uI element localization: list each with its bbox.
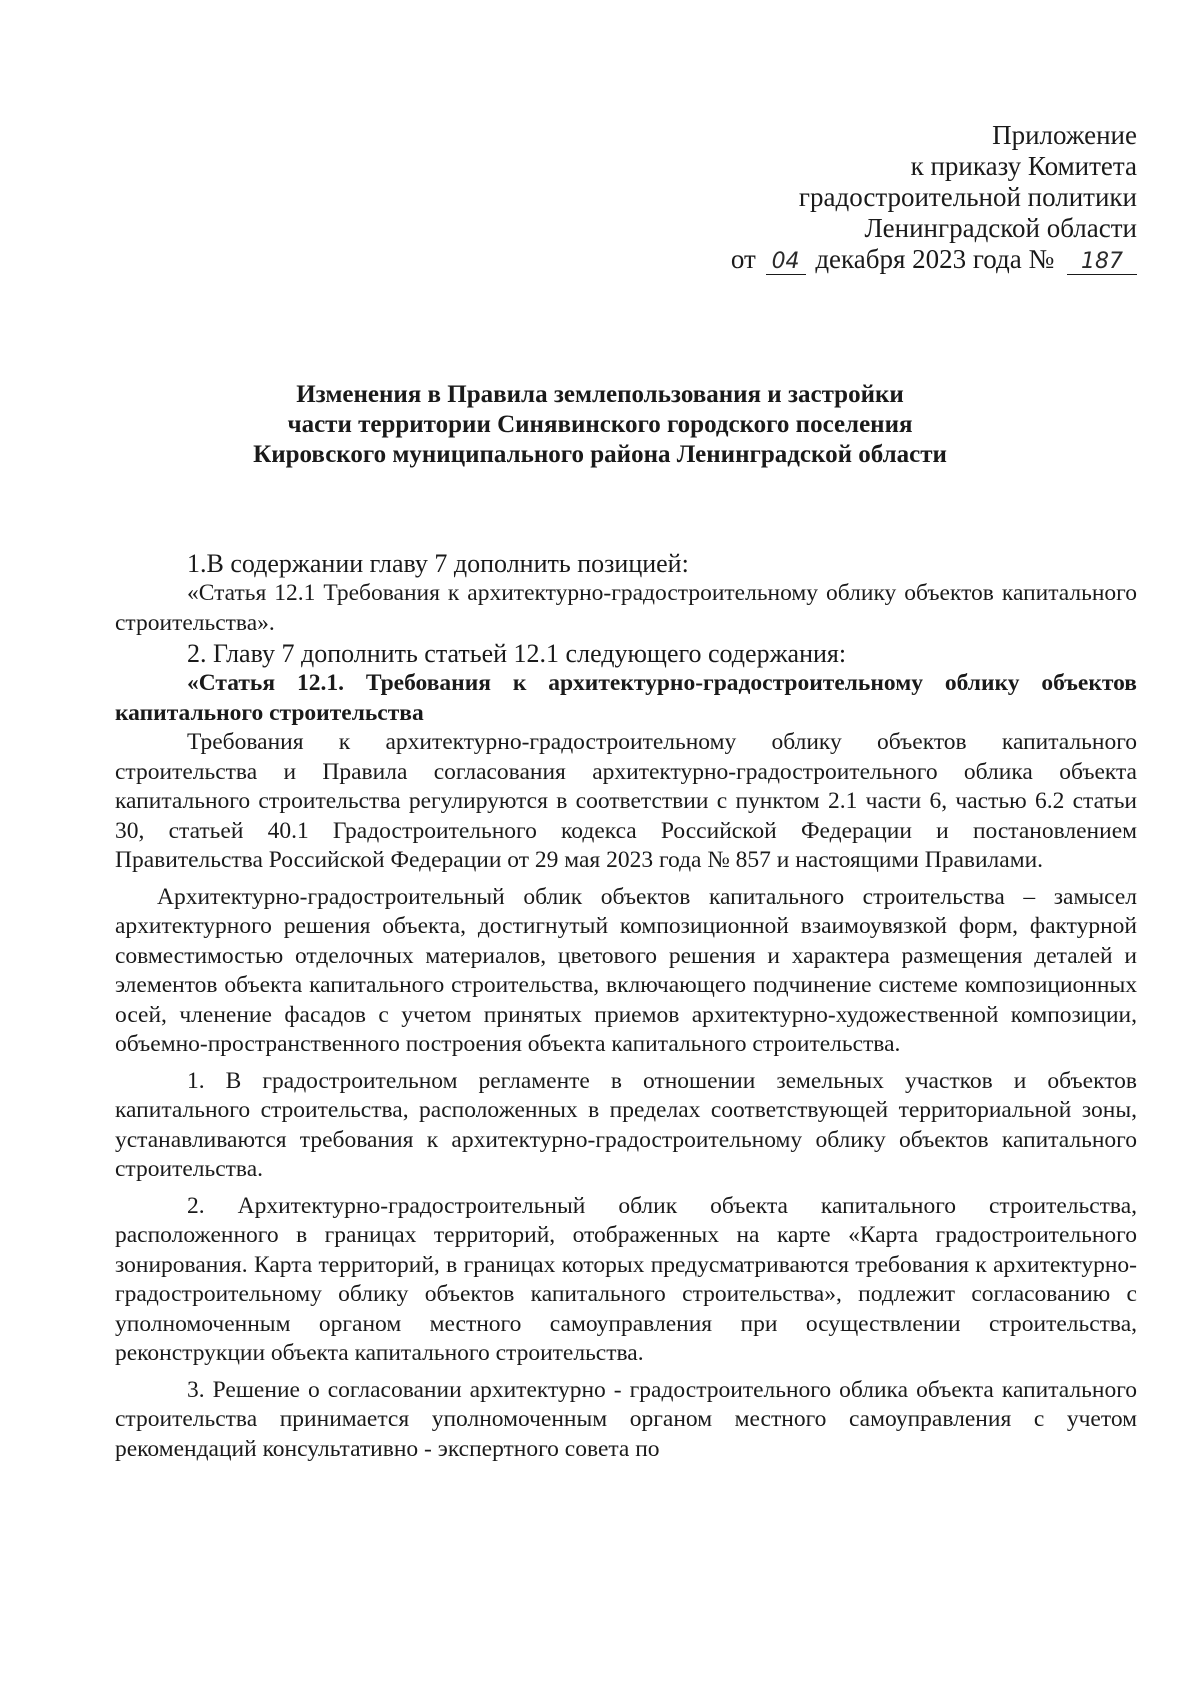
document-body	[115, 548, 1137, 1464]
title-line-3: Кировского муниципального района Ленинградской области	[253, 441, 947, 468]
appendix-order-ref: к приказу Комитета	[910, 151, 1137, 181]
paragraph-2: «Статья 12.1 Требования к архитектурно-градостроительному облику объектов капитального строительства».	[115, 580, 1137, 636]
handwritten-day: 04	[766, 250, 806, 275]
appendix-title: Приложение	[992, 120, 1137, 150]
paragraph-8: 2. Архитектурно-градостроительный облик объекта капитального строительства, расположенного в границах территорий, отображенных на карте «Карта градостроительного зонирования. Карта территорий, в границах которых предусматриваются требования к архитектурно-градостроительному облику объектов капитального строительства», подлежит согласованию с уполномоченным органом местного самоуправления при осуществлении строительства, реконструкции объекта капитального строительства.	[115, 1192, 1137, 1366]
paragraph-3: 2. Главу 7 дополнить статьей 12.1 следующего содержания:	[187, 639, 847, 668]
date-middle: декабря 2023 года №	[815, 244, 1055, 274]
paragraph-7: 1. В градостроительном регламенте в отношении земельных участков и объектов капитального строительства, расположенных в пределах соответствующей территориальной зоны, устанавливаются требования к архитектурно-градостроительному облику объектов капитального строительства.	[115, 1067, 1137, 1182]
article-heading: «Статья 12.1. Требования к архитектурно-градостроительному облику объектов капитального строительства	[115, 670, 1137, 726]
document-title	[0, 380, 1200, 470]
paragraph-9: 3. Решение о согласовании архитектурно - градостроительного облика объекта капитального строительства принимается уполномоченным органом местного самоуправления с учетом рекомендаций консультативно - экспертного совета по	[115, 1376, 1137, 1462]
appendix-header	[731, 120, 1137, 275]
paragraph-5: Требования к архитектурно-градостроительному облику объектов капитального строительства и Правила согласования архитектурно-градостроительного облика объекта капитального строительства регулируются в соответствии с пунктом 2.1 части 6, частью 6.2 статьи 30, статьей 40.1 Градостроительного кодекса Российской Федерации и постановлением Правительства Российской Федерации от 29 мая 2023 года № 857 и настоящими Правилами.	[115, 729, 1137, 873]
paragraph-1: 1.В содержании главу 7 дополнить позицией:	[187, 549, 689, 578]
title-line-1: Изменения в Правила землепользования и застройки	[296, 381, 904, 408]
handwritten-order-number: 187	[1067, 250, 1137, 275]
paragraph-6: Архитектурно-градостроительный облик объектов капитального строительства – замысел архитектурного решения объекта, достигнутый композиционной взаимоувязкой форм, фактурной совместимостью отделочных материалов, цветового решения и характера размещения деталей и элементов объекта капитального строительства, включающего подчинение системе композиционных осей, членение фасадов с учетом принятых приемов архитектурно-художественной композиции, объемно-пространственного построения объекта капитального строительства.	[115, 883, 1137, 1057]
date-prefix: от	[730, 244, 756, 274]
appendix-region: Ленинградской области	[864, 213, 1137, 243]
appendix-committee: градостроительной политики	[798, 182, 1137, 212]
appendix-date-line	[731, 244, 1137, 275]
title-line-2: части территории Синявинского городского поселения	[287, 411, 913, 438]
